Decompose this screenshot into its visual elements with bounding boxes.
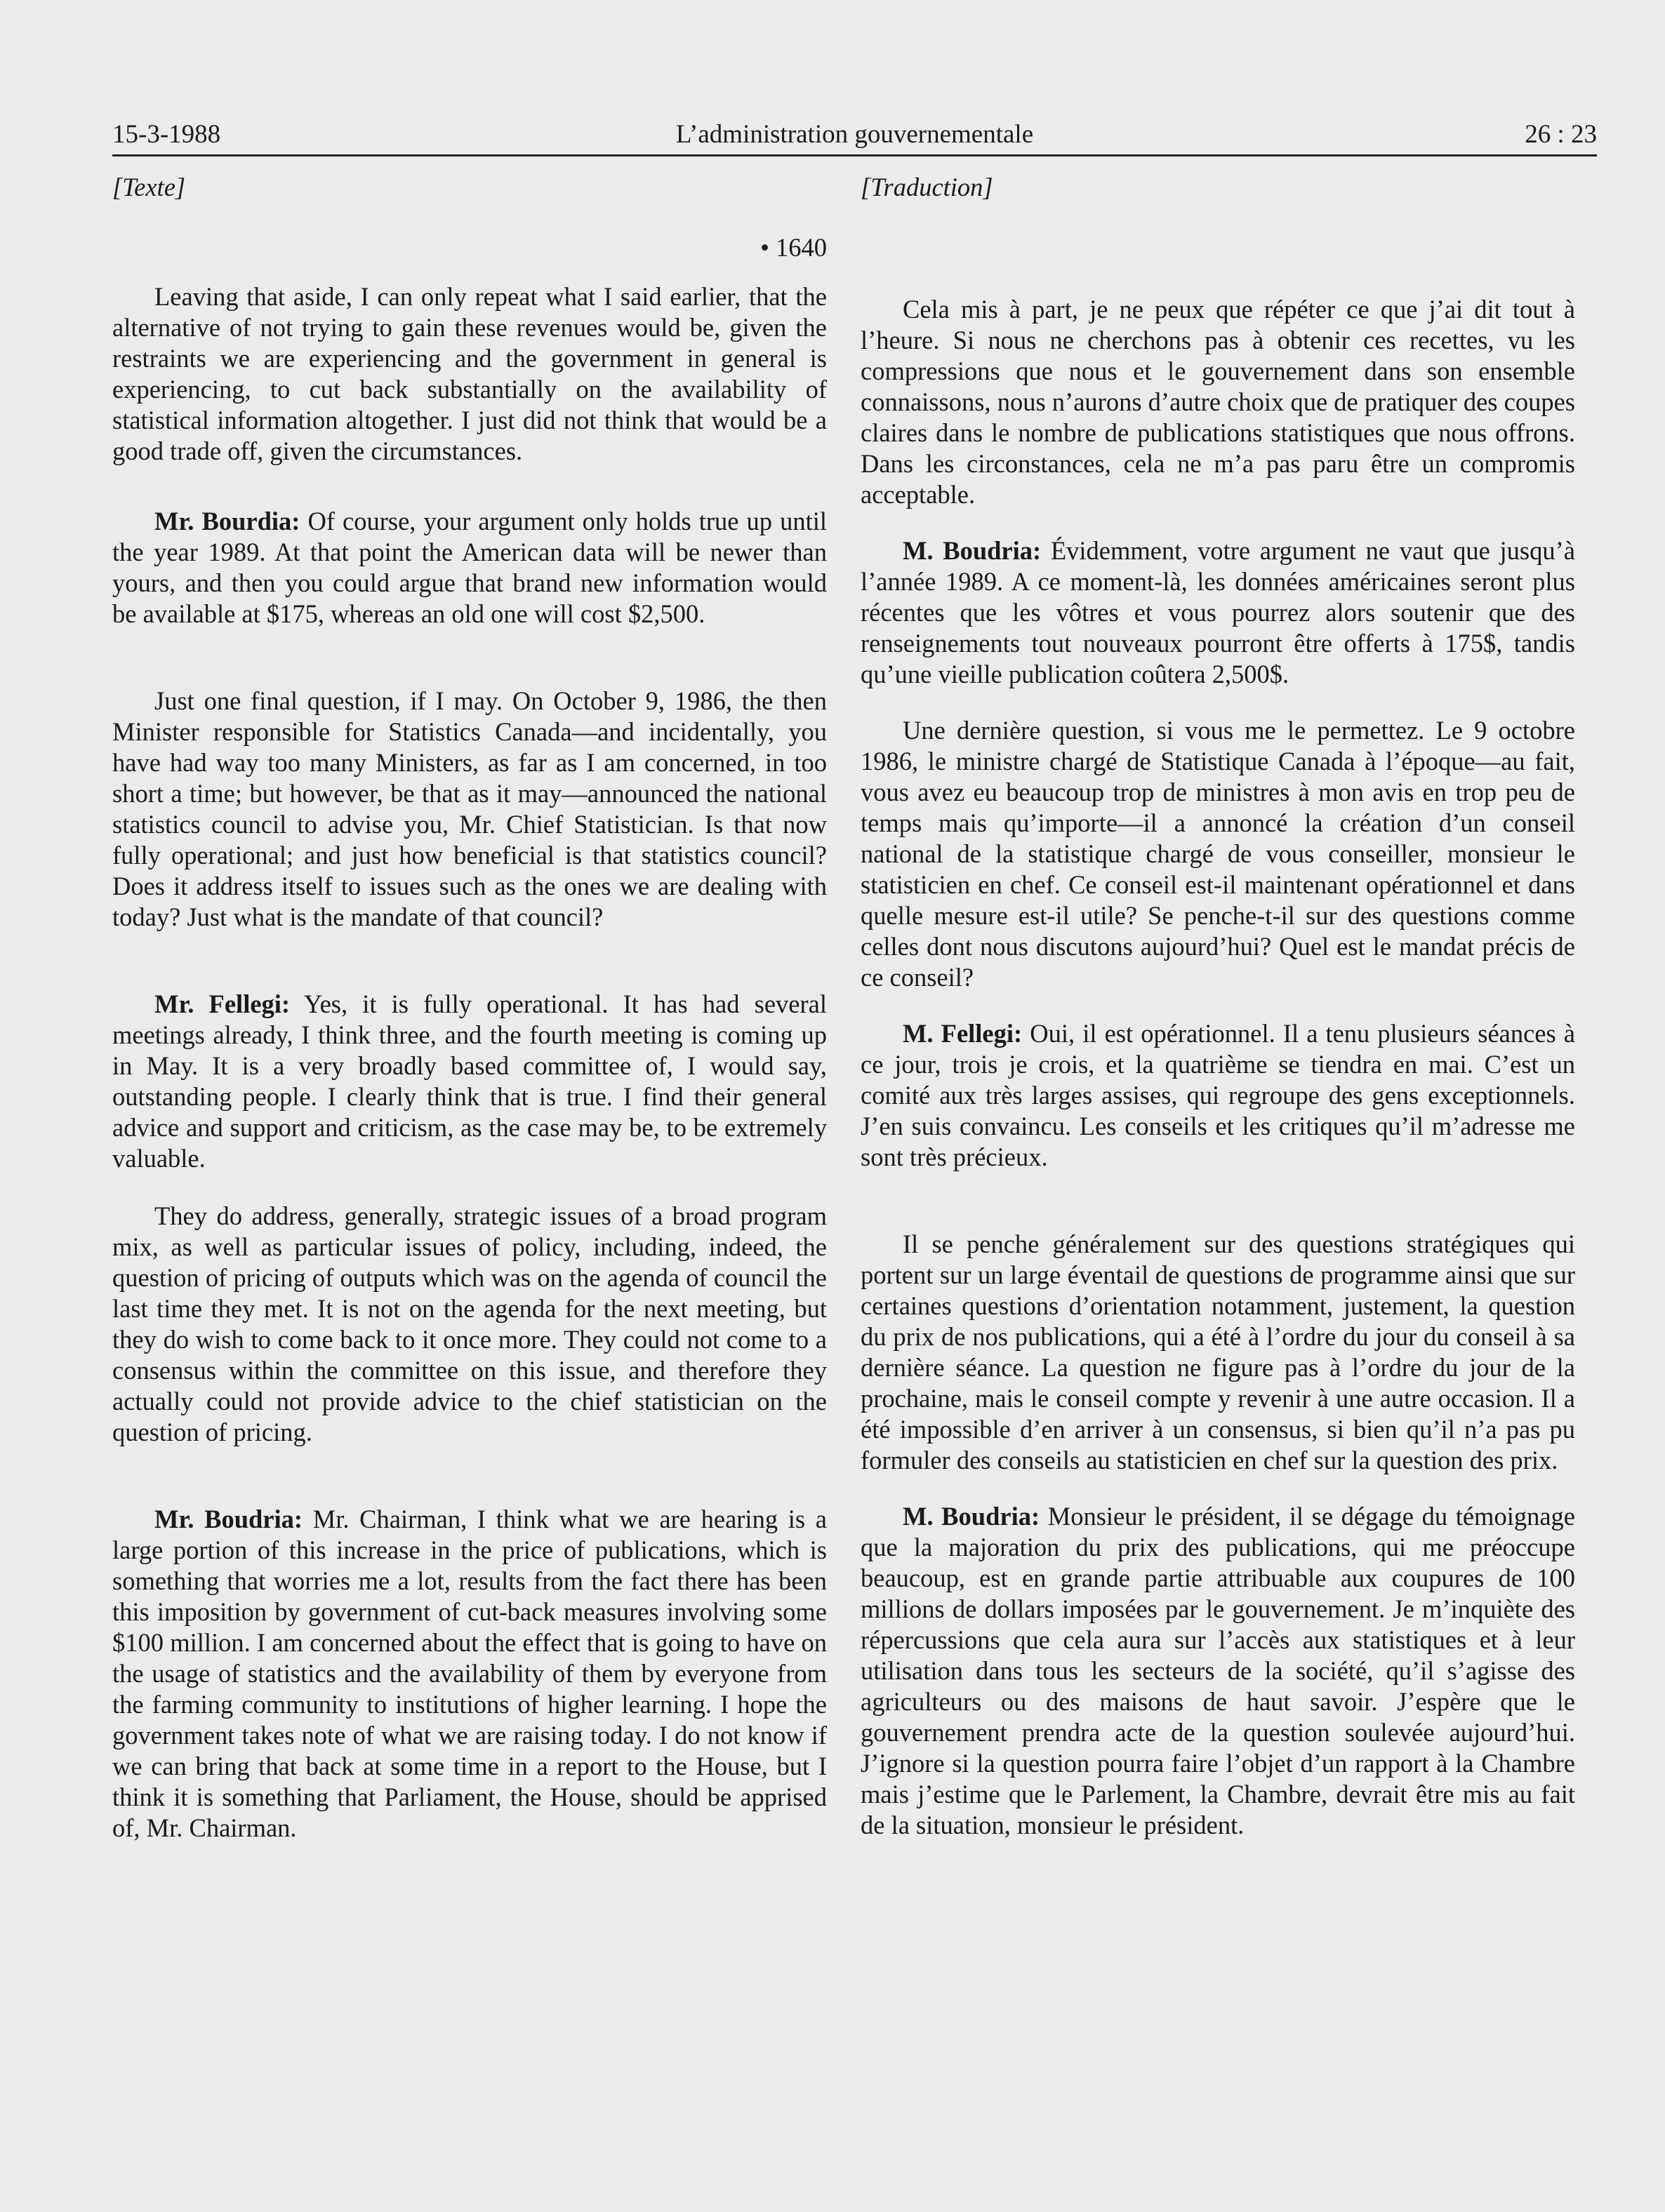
- speaker-name: M. Boudria:: [903, 536, 1042, 565]
- paragraph-text: They do address, generally, strategic issues of a broad program mix, as well as particular issues of policy, including, indeed, the question of pricing of outputs which was on the agenda of council the last time they met. It is not on the agenda for the next meeting, but they do wish to come back to it once more. They could not come to a consensus within the committee on this issue, and therefore they actually could not provide advice to the chief statistician on the question of pricing.: [112, 1201, 827, 1446]
- header-page-number: 26 : 23: [1525, 120, 1597, 149]
- paragraph: [861, 1018, 1575, 1173]
- paragraph: [112, 506, 827, 629]
- paragraph-text: Cela mis à part, je ne peux que répéter ce que j’ai dit tout à l’heure. Si nous ne cherchons pas à obtenir ces recettes, vu les compressions que nous et le gouvernement dans son ensemble connaissons, nous n’aurons d’autre choix que de pratiquer des coupes claires dans le nombre de publications statistiques que nous offrons. Dans les circonstances, cela ne m’a pas paru être un compromis acceptable.: [861, 295, 1575, 509]
- speaker-name: M. Boudria:: [903, 1502, 1040, 1531]
- section-label-traduction: [Traduction]: [861, 173, 993, 201]
- paragraph-text: Leaving that aside, I can only repeat what I said earlier, that the alternative of not trying to gain these revenues would be, given the restraints we are experiencing and the government in general is experiencing, to cut back substantially on the availability of statistical information altogether. I just did not think that would be a good trade off, given the circumstances.: [112, 282, 827, 465]
- paragraph: [112, 1504, 827, 1844]
- english-column: [112, 172, 827, 1844]
- paragraph: [861, 535, 1575, 690]
- speaker-name: Mr. Bourdia:: [154, 507, 300, 535]
- speaker-name: M. Fellegi:: [903, 1019, 1023, 1048]
- speaker-name: Mr. Boudria:: [154, 1505, 303, 1533]
- paragraph: [861, 1501, 1575, 1841]
- paragraph: [861, 1229, 1575, 1476]
- paragraph-text: Évidemment, votre argument ne vaut que jusqu’à l’année 1989. A ce moment-là, les données américaines seront plus récentes que les vôtres et vous pourrez alors soutenir que des renseignements tout nouveaux pourront être offerts à 175$, tandis qu’une vieille publication coûtera 2,500$.: [861, 536, 1575, 688]
- paragraph-text: Of course, your argument only holds true up until the year 1989. At that point the American data will be newer than yours, and then you could argue that brand new information would be available at $175, whereas an old one will cost $2,500.: [112, 507, 828, 628]
- paragraph: [112, 686, 827, 933]
- section-label-texte: [Texte]: [112, 173, 186, 201]
- paragraph-text: Just one final question, if I may. On October 9, 1986, the then Minister responsible for Statistics Canada—and incidentally, you have had way too many Ministers, as far as I am concerned, in too short a time; but however, be that as it may—announced the national statistics council to advise you, Mr. Chief Statistician. Is that now fully operational; and just how beneficial is that statistics council? Does it address itself to issues such as the ones we are dealing with today? Just what is the mandate of that council?: [112, 686, 827, 931]
- paragraph: [861, 294, 1575, 510]
- paragraph-text: Yes, it is fully operational. It has had several meetings already, I think three, and the fourth meeting is coming up in May. It is a very broadly based committee of, I would say, outstanding people. I clearly think that is true. I find their general advice and support and criticism, as the case may be, to be extremely valuable.: [112, 990, 827, 1173]
- header-title: L’administration gouvernementale: [675, 120, 1034, 149]
- paragraph-text: Oui, il est opérationnel. Il a tenu plusieurs séances à ce jour, trois je crois, et la quatrième se tiendra en mai. C’est un comité aux très larges assises, qui regroupe des gens exceptionnels. J’en suis convaincu. Les conseils et les critiques qu’il m’adresse me sont très précieux.: [861, 1019, 1575, 1171]
- paragraph: [112, 281, 827, 467]
- paragraph: [112, 1201, 827, 1448]
- header-date: 15-3-1988: [112, 120, 221, 149]
- paragraph-text: Une dernière question, si vous me le permettez. Le 9 octobre 1986, le ministre chargé de Statistique Canada à l’époque—au fait, vous avez eu beaucoup trop de ministres à mon avis en trop peu de temps mais qu’importe—il a annoncé la création d’un conseil national de la statistique chargé de vous conseiller, monsieur le statisticien en chef. Ce conseil est-il maintenant opérationnel et dans quelle mesure est-il utile? Se penche-t-il sur des questions comme celles dont nous discutons aujourd’hui? Quel est le mandat précis de ce conseil?: [861, 716, 1575, 992]
- paragraph: [861, 715, 1575, 993]
- running-header: [112, 105, 1597, 156]
- paragraph-text: Mr. Chairman, I think what we are hearing is a large portion of this increase in the price of publications, which is something that worries me a lot, results from the fact there has been this imposition by government of cut-back measures involving some $100 million. I am concerned about the effect that is going to have on the usage of statistics and the availability of them by everyone from the farming community to institutions of higher learning. I hope the government takes note of what we are raising today. I do not know if we can bring that back at some time in a report to the House, but I think it is something that Parliament, the House, should be apprised of, Mr. Chairman.: [112, 1505, 828, 1842]
- french-column: [861, 172, 1575, 1841]
- paragraph-text: Monsieur le président, il se dégage du témoignage que la majoration du prix des publications, qui me préoccupe beaucoup, est en grande partie attribuable aux coupures de 100 millions de dollars imposées par le gouvernement. Je m’inquiète des répercussions que cela aura sur l’accès aux statistiques et à leur utilisation dans tous les secteurs de la société, qu’il s’agisse des agriculteurs ou des maisons de haut savoir. J’espère que le gouvernement prendra acte de la question soulevée aujourd’hui. J’ignore si la question pourra faire l’objet d’un rapport à la Chambre mais j’estime que le Parlement, la Chambre, devrait être mis au fait de la situation, monsieur le président.: [861, 1502, 1575, 1839]
- speaker-name: Mr. Fellegi:: [154, 990, 291, 1018]
- time-marker: • 1640: [760, 233, 827, 262]
- paragraph: [112, 989, 827, 1174]
- paragraph-text: Il se penche généralement sur des questions stratégiques qui portent sur un large éventail de questions de programme ainsi que sur certaines questions d’orientation notamment, justement, la question du prix de nos publications, qui a été à l’ordre du jour du conseil à sa dernière séance. La question ne figure pas à l’ordre du jour de la prochaine, mais le conseil compte y revenir à une autre occasion. Il a été impossible d’en arriver à un consensus, si bien qu’il n’a pas pu formuler des conseils au statisticien en chef sur la question des prix.: [861, 1230, 1575, 1474]
